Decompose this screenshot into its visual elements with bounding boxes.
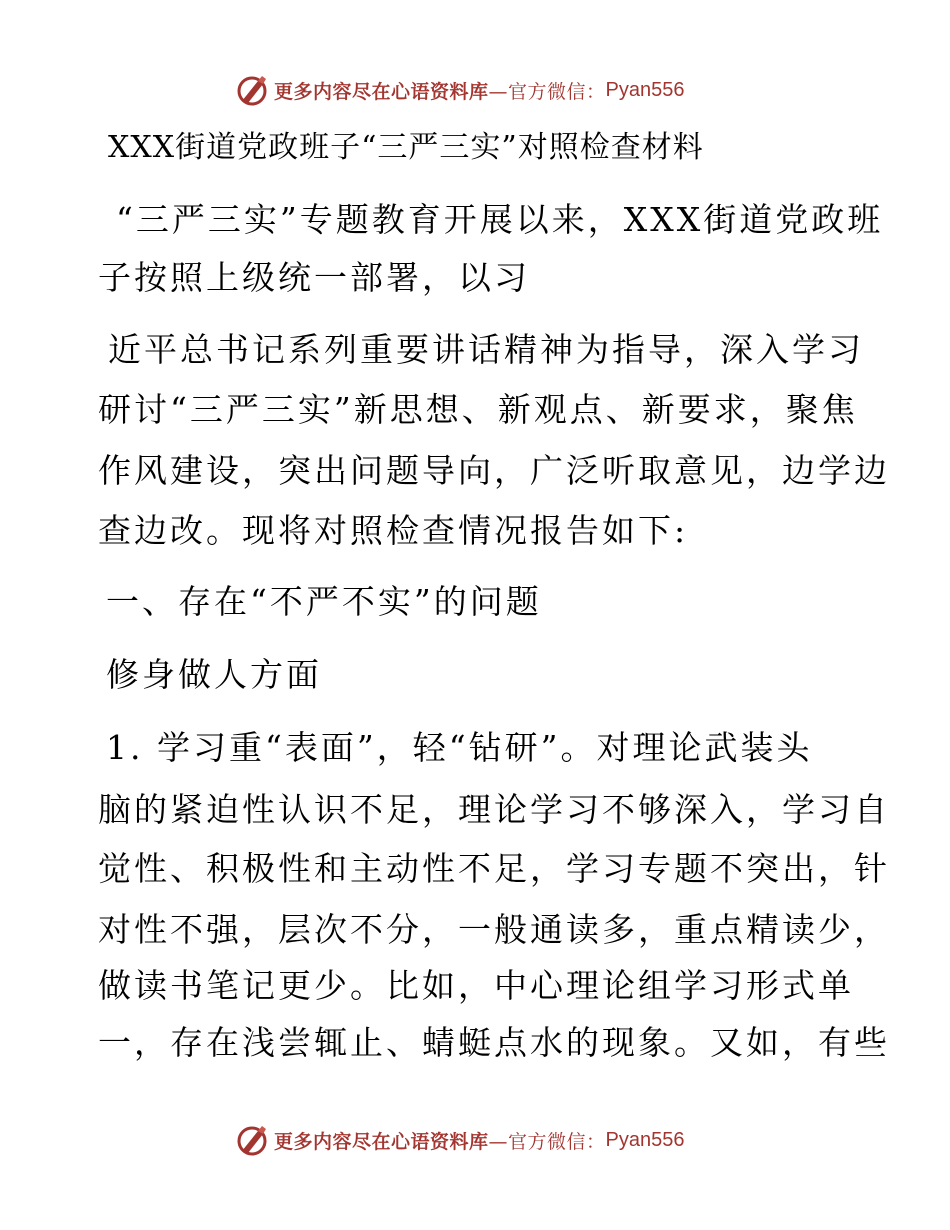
body-line: 1. 学习重“表面”，轻“钻研”。对理论武装头 <box>106 728 813 767</box>
subsection-heading: 修身做人方面 <box>106 655 322 694</box>
watermark-account: Pyan556 <box>605 78 685 101</box>
body-line: 一，存在浅尝辄止、蜻蜓点水的现象。又如，有些 <box>98 1023 890 1062</box>
body-line: 查边改。现将对照检查情况报告如下: <box>98 511 689 550</box>
pen-logo-icon <box>236 73 270 107</box>
watermark-main-text: 更多内容尽在心语资料库 <box>274 1130 489 1153</box>
watermark-account: Pyan556 <box>605 1128 685 1151</box>
body-line: 做读书笔记更少。比如，中心理论组学习形式单 <box>98 966 854 1005</box>
pen-logo-icon <box>236 1123 270 1157</box>
watermark-main-text: 更多内容尽在心语资料库 <box>274 80 489 103</box>
header-watermark <box>0 70 950 110</box>
body-line: 作风建设，突出问题导向，广泛听取意见，边学边 <box>98 451 890 490</box>
watermark-sub-text: —官方微信： <box>488 1130 606 1153</box>
body-line: 脑的紧迫性认识不足，理论学习不够深入，学习自 <box>98 790 890 829</box>
document-title: XXX街道党政班子“三严三实”对照检查材料 <box>108 130 704 165</box>
body-line: “三严三实”专题教育开展以来，XXX街道党政班 <box>116 200 884 239</box>
section-heading: 一、存在“不严不实”的问题 <box>106 582 542 621</box>
body-line: 子按照上级统一部署，以习 <box>98 258 530 297</box>
watermark-sub-text: —官方微信： <box>488 80 606 103</box>
body-line: 研讨“三严三实”新思想、新观点、新要求，聚焦 <box>98 390 858 429</box>
body-line: 对性不强，层次不分，一般通读多，重点精读少， <box>98 910 890 949</box>
footer-watermark <box>0 1120 950 1160</box>
body-line: 近平总书记系列重要讲话精神为指导，深入学习 <box>108 330 864 369</box>
body-line: 觉性、积极性和主动性不足，学习专题不突出，针 <box>98 849 890 888</box>
